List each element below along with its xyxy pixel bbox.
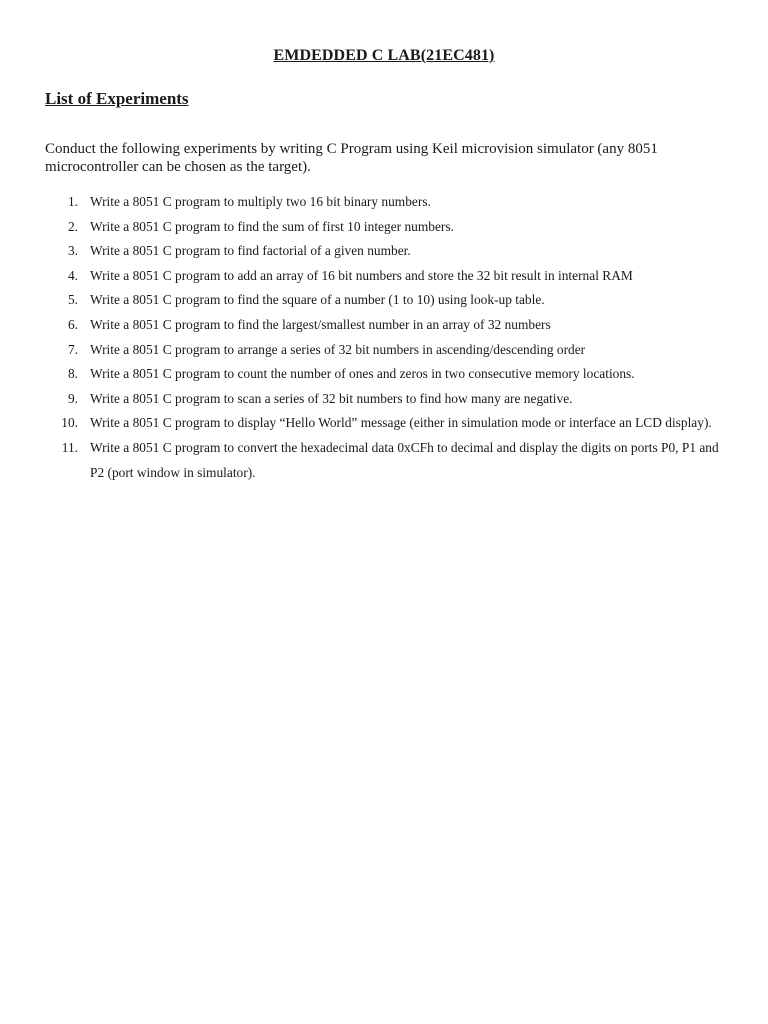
experiment-item bbox=[45, 387, 725, 412]
experiment-item bbox=[45, 239, 725, 264]
experiment-item bbox=[45, 411, 725, 436]
experiment-text: Write a 8051 C program to add an array of 16 bit numbers and store the 32 bit result in internal RAM bbox=[90, 267, 633, 283]
experiment-item bbox=[45, 288, 725, 313]
experiment-item bbox=[45, 215, 725, 240]
experiment-number: 2. bbox=[67, 218, 78, 234]
experiment-number: 7. bbox=[67, 341, 78, 357]
experiment-item bbox=[45, 338, 725, 363]
experiment-number: 10. bbox=[61, 415, 78, 431]
experiment-text: Write a 8051 C program to display “Hello World” message (either in simulation mode or interface an LCD display). bbox=[90, 415, 712, 431]
intro-paragraph: Conduct the following experiments by writing C Program using Keil microvision simulator (any 8051 microcontroller can be chosen as the target). bbox=[45, 141, 658, 175]
experiment-text: Write a 8051 C program to count the number of ones and zeros in two consecutive memory locations. bbox=[90, 366, 635, 382]
experiment-text: Write a 8051 C program to convert the hexadecimal data 0xCFh to decimal and display the digits on ports P0, P1 and P2 (port window in simulator). bbox=[90, 439, 719, 480]
experiment-text: Write a 8051 C program to find the largest/smallest number in an array of 32 numbers bbox=[90, 316, 551, 332]
experiment-text: Write a 8051 C program to arrange a series of 32 bit numbers in ascending/descending order bbox=[90, 341, 586, 357]
experiment-item bbox=[45, 362, 725, 387]
experiment-number: 1. bbox=[67, 194, 78, 209]
experiment-number: 5. bbox=[67, 292, 78, 308]
experiment-number: 6. bbox=[67, 316, 78, 332]
section-heading: List of Experiments bbox=[45, 89, 189, 108]
experiment-number: 11. bbox=[61, 439, 78, 455]
experiment-text: Write a 8051 C program to find the sum of first 10 integer numbers. bbox=[90, 218, 454, 234]
experiment-text: Write a 8051 C program to find factorial of a given number. bbox=[90, 243, 411, 259]
experiment-text: Write a 8051 C program to scan a series of 32 bit numbers to find how many are negative. bbox=[90, 390, 573, 406]
experiment-number: 8. bbox=[67, 366, 78, 382]
experiment-item bbox=[45, 264, 725, 289]
experiment-text: Write a 8051 C program to multiply two 16 bit binary numbers. bbox=[90, 194, 431, 209]
experiment-number: 3. bbox=[67, 243, 78, 259]
document-title: EMDEDDED C LAB(21EC481) bbox=[273, 47, 495, 64]
experiment-list bbox=[45, 190, 725, 485]
experiment-number: 4. bbox=[67, 267, 78, 283]
experiment-item bbox=[45, 190, 725, 215]
experiment-item bbox=[45, 313, 725, 338]
experiment-item bbox=[45, 436, 725, 485]
experiment-text: Write a 8051 C program to find the square of a number (1 to 10) using look-up table. bbox=[90, 292, 545, 308]
experiment-number: 9. bbox=[67, 390, 78, 406]
